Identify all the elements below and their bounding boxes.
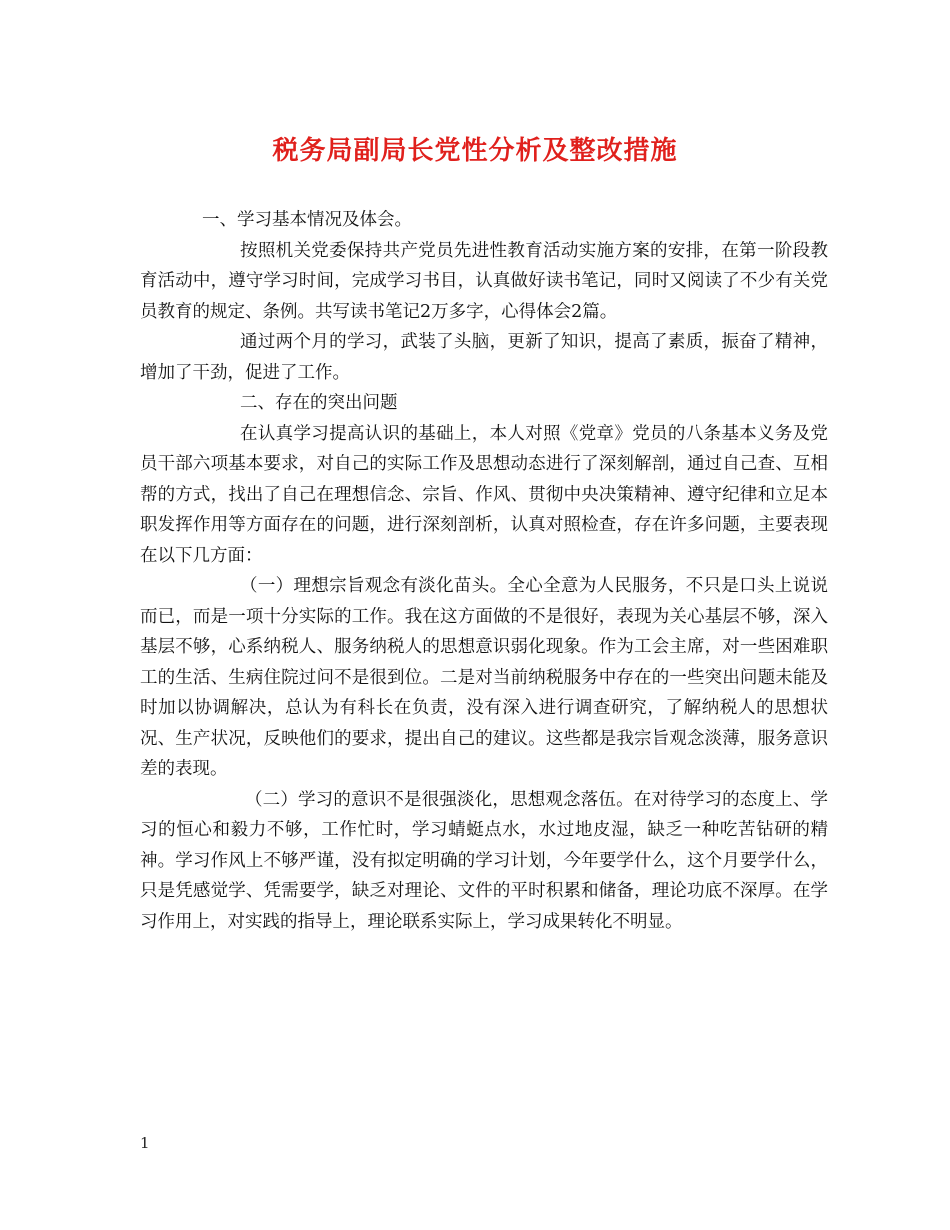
paragraph-self-examination: 在认真学习提高认识的基础上，本人对照《党章》党员的八条基本义务及党员干部六项基本要求，对自己的实际工作及思想动态进行了深刻解剖，通过自己查、互相帮的方式，找出了自己在理想信念、宗旨、作风、贯彻中央决策精神、遵守纪律和立足本职发挥作用等方面存在的问题，进行深刻剖析，认真对照检查，存在许多问题，主要表现在以下几方面： bbox=[140, 423, 828, 566]
document-body bbox=[140, 205, 828, 937]
document-title: 税务局副局长党性分析及整改措施 bbox=[272, 136, 678, 166]
paragraph-problem-1: （一）理想宗旨观念有淡化苗头。全心全意为人民服务，不只是口头上说说而已，而是一项十分实际的工作。我在这方面做的不是很好，表现为关心基层不够，深入基层不够，心系纳税人、服务纳税人的思想意识弱化现象。作为工会主席，对一些困难职工的生活、生病住院过问不是很到位。二是对当前纳税服务中存在的一些突出问题未能及时加以协调解决，总认为有科长在负责，没有深入进行调查研究，了解纳税人的思想状况、生产状况，反映他们的要求，提出自己的建议。这些都是我宗旨观念淡薄，服务意识差的表现。 bbox=[140, 576, 828, 779]
section-heading-1: 一、学习基本情况及体会。 bbox=[202, 210, 412, 230]
page-number: 1 bbox=[140, 1134, 150, 1152]
paragraph-study-result: 通过两个月的学习，武装了头脑，更新了知识，提高了素质，振奋了精神，增加了干劲，促进了工作。 bbox=[140, 332, 828, 383]
paragraph-study-arrangement: 按照机关党委保持共产党员先进性教育活动实施方案的安排，在第一阶段教育活动中，遵守学习时间，完成学习书目，认真做好读书笔记，同时又阅读了不少有关党员教育的规定、条例。共写读书笔记2万多字，心得体会2篇。 bbox=[140, 240, 828, 322]
section-heading-2: 二、存在的突出问题 bbox=[240, 393, 398, 413]
paragraph-problem-2: （二）学习的意识不是很强淡化，思想观念落伍。在对待学习的态度上、学习的恒心和毅力不够，工作忙时，学习蜻蜓点水，水过地皮湿，缺乏一种吃苦钻研的精神。学习作风上不够严谨，没有拟定明确的学习计划，今年要学什么，这个月要学什么，只是凭感觉学、凭需要学，缺乏对理论、文件的平时积累和储备，理论功底不深厚。在学习作用上，对实践的指导上，理论联系实际上，学习成果转化不明显。 bbox=[140, 789, 828, 932]
